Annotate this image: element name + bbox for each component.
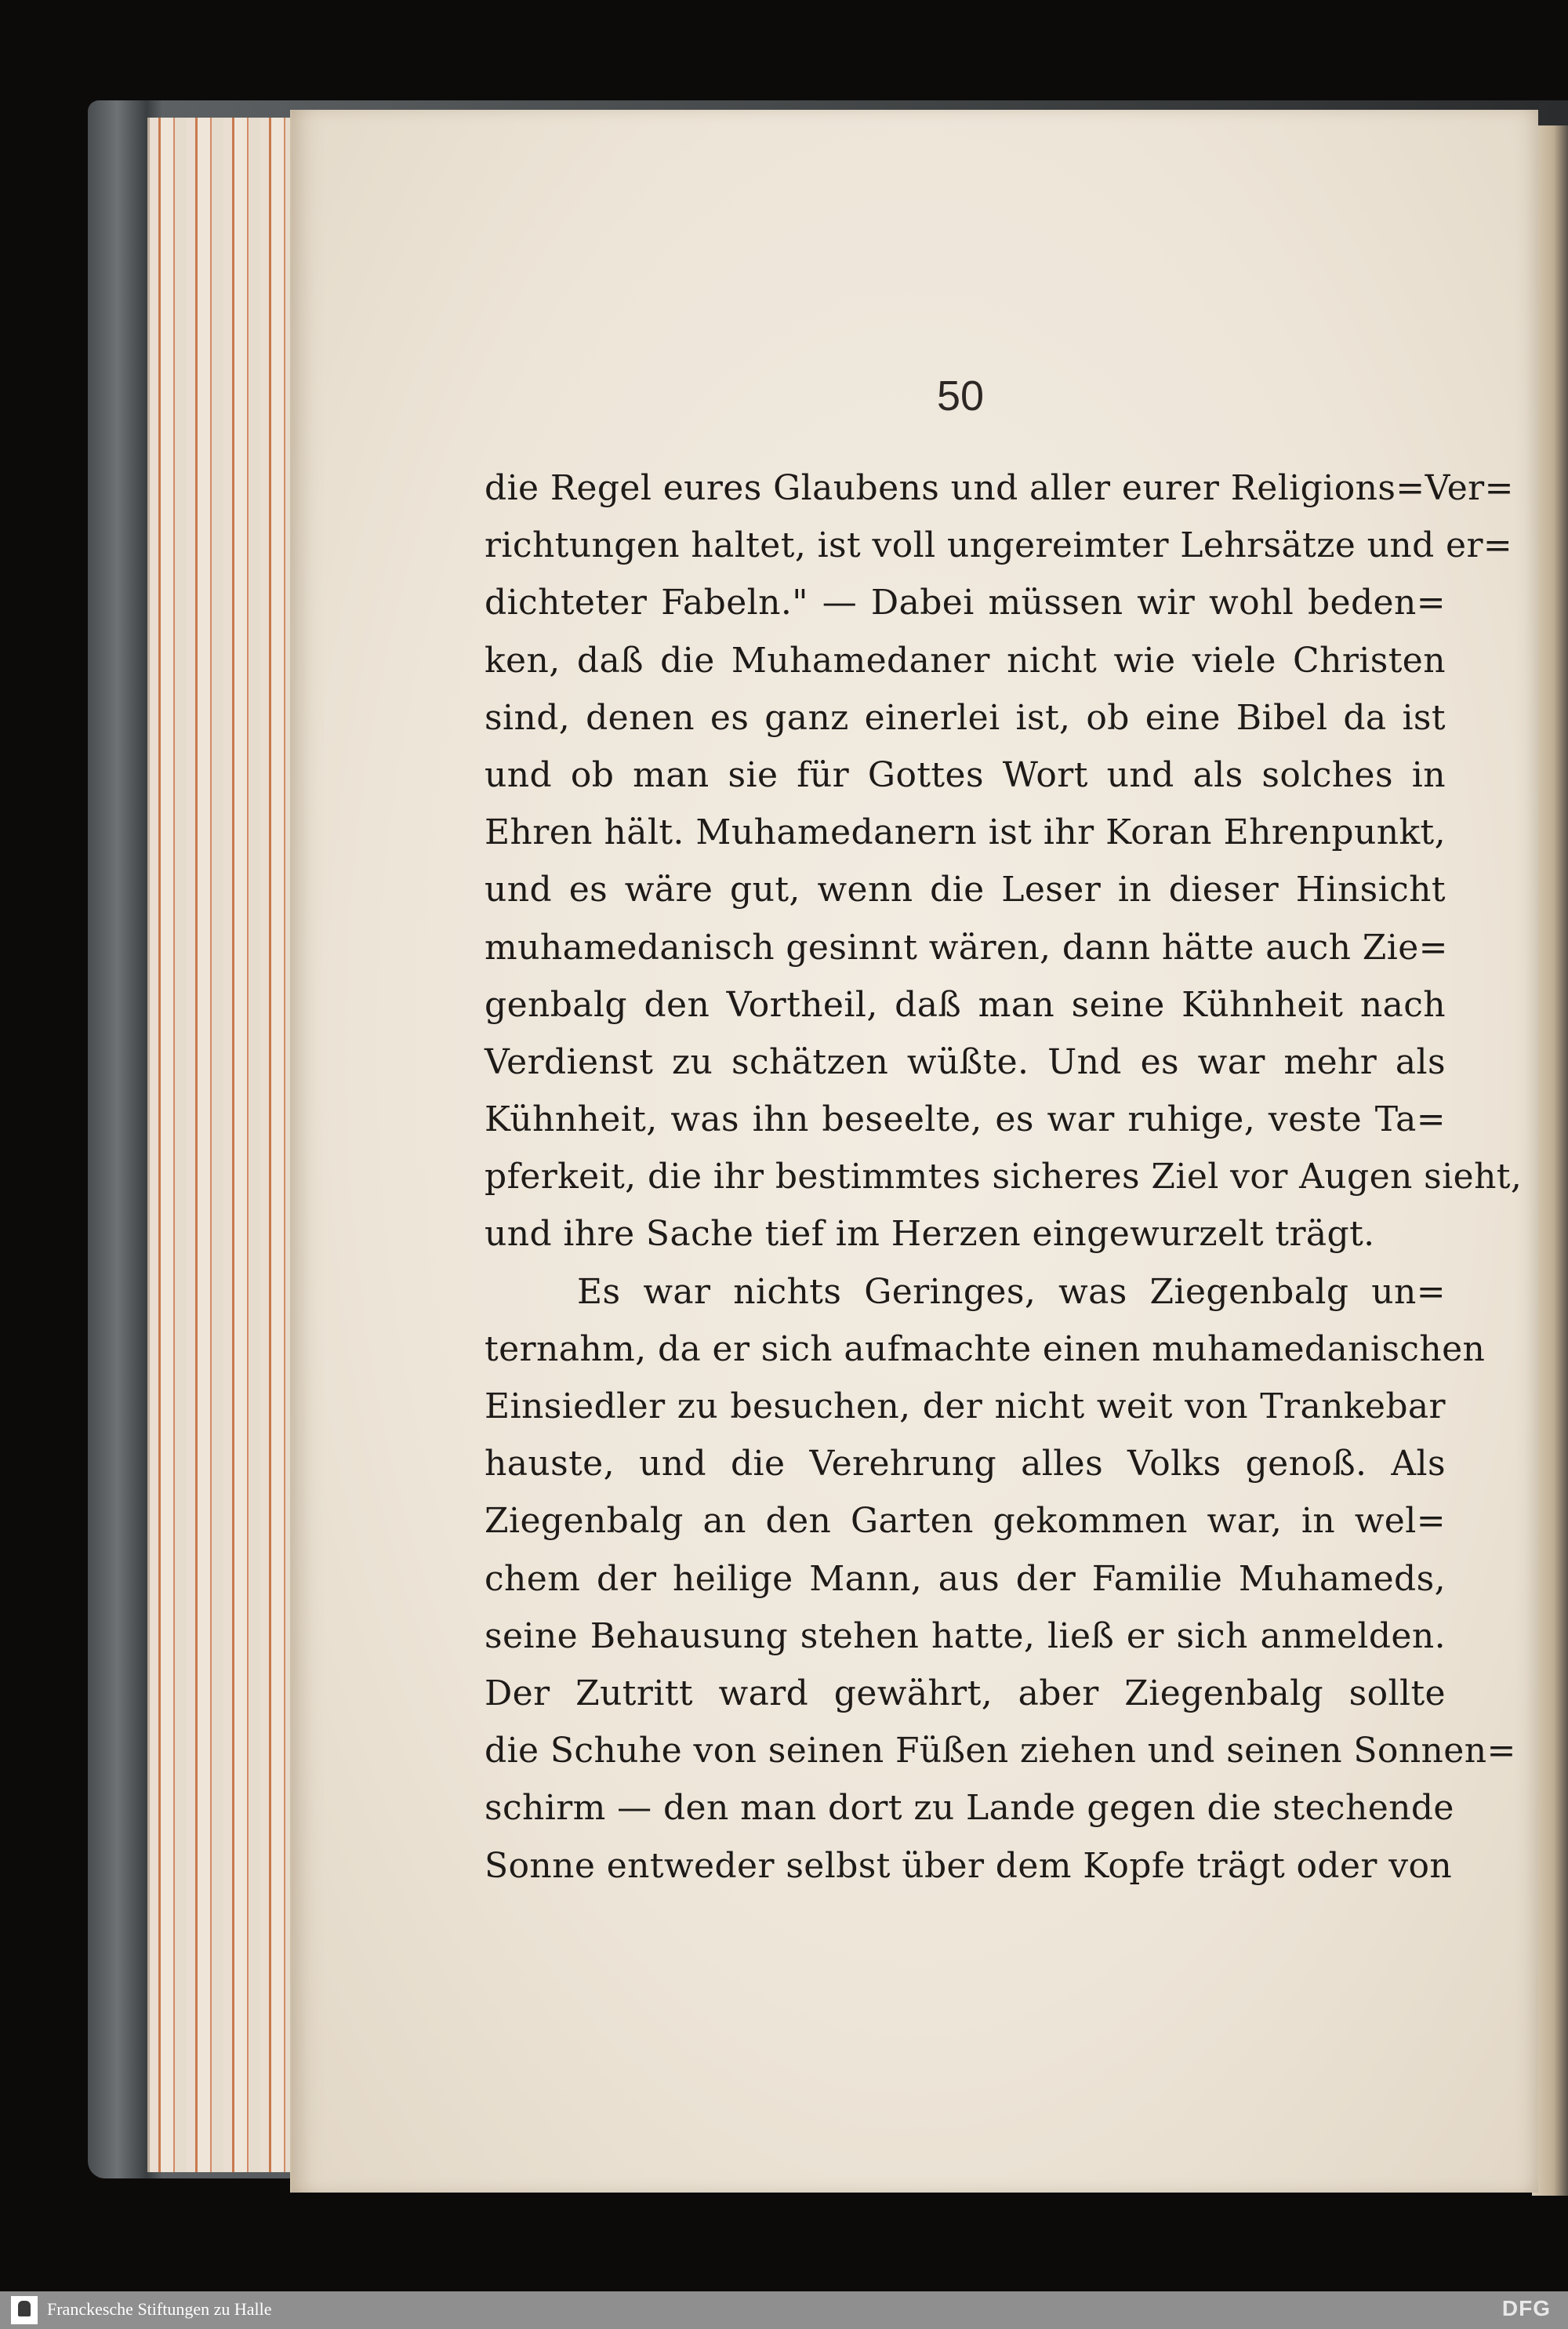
text-line: pferkeit, die ihr bestimmtes sicheres Ziel vor Augen sieht,: [485, 1157, 1523, 1197]
text-line: muhamedanisch gesinnt wären, dann hätte auch Zie=: [485, 927, 1448, 968]
text-line: genbalg den Vortheil, daß man seine Kühnheit nach: [485, 984, 1446, 1025]
text-line: Es war nichts Geringes, was Ziegenbalg un=: [577, 1271, 1446, 1312]
text-line: sind, denen es ganz einerlei ist, ob eine Bibel da ist: [485, 697, 1446, 738]
text-line: richtungen haltet, ist voll ungereimter Lehrsätze und er=: [485, 525, 1513, 566]
text-line: Ehren hält. Muhamedanern ist ihr Koran Ehrenpunkt,: [485, 812, 1446, 853]
text-line: Kühnheit, was ihn beseelte, es war ruhige, veste Ta=: [485, 1099, 1446, 1140]
francke-foundation-logo-icon: [11, 2296, 38, 2324]
text-line: Verdienst zu schätzen wüßte. Und es war mehr als: [485, 1041, 1446, 1082]
text-line: Sonne entweder selbst über dem Kopfe trägt oder von: [485, 1845, 1453, 1886]
text-line: seine Behausung stehen hatte, ließ er sich anmelden.: [485, 1615, 1446, 1656]
text-line: ken, daß die Muhamedaner nicht wie viele Christen: [485, 640, 1446, 681]
text-line: und ob man sie für Gottes Wort und als solches in: [485, 754, 1446, 795]
text-line: die Schuhe von seinen Füßen ziehen und seinen Sonnen=: [485, 1731, 1516, 1771]
text-line: hauste, und die Verehrung alles Volks genoß. Als: [485, 1444, 1446, 1484]
body-text: [485, 460, 1523, 1895]
text-line: und es wäre gut, wenn die Leser in dieser Hinsicht: [485, 870, 1446, 910]
text-line: chem der heilige Mann, aus der Familie Muhameds,: [485, 1558, 1446, 1599]
text-line: Einsiedler zu besuchen, der nicht weit von Trankebar: [485, 1386, 1446, 1426]
page-number: 50: [936, 372, 985, 420]
footer-source: Franckesche Stiftungen zu Halle: [47, 2299, 272, 2319]
text-line: Der Zutritt ward gewährt, aber Ziegenbalg sollte: [485, 1673, 1446, 1713]
text-line: die Regel eures Glaubens und aller eurer Religions=Ver=: [485, 468, 1514, 508]
text-line: und ihre Sache tief im Herzen eingewurzelt trägt.: [485, 1214, 1375, 1255]
dfg-mark: DFG: [1501, 2296, 1551, 2320]
text-line: schirm — den man dort zu Lande gegen die stechende: [485, 1788, 1454, 1829]
text-line: ternahm, da er sich aufmachte einen muhamedanischen: [485, 1328, 1486, 1369]
text-line: dichteter Fabeln." — Dabei müssen wir wohl beden=: [485, 583, 1446, 623]
text-line: Ziegenbalg an den Garten gekommen war, in wel=: [485, 1501, 1446, 1542]
